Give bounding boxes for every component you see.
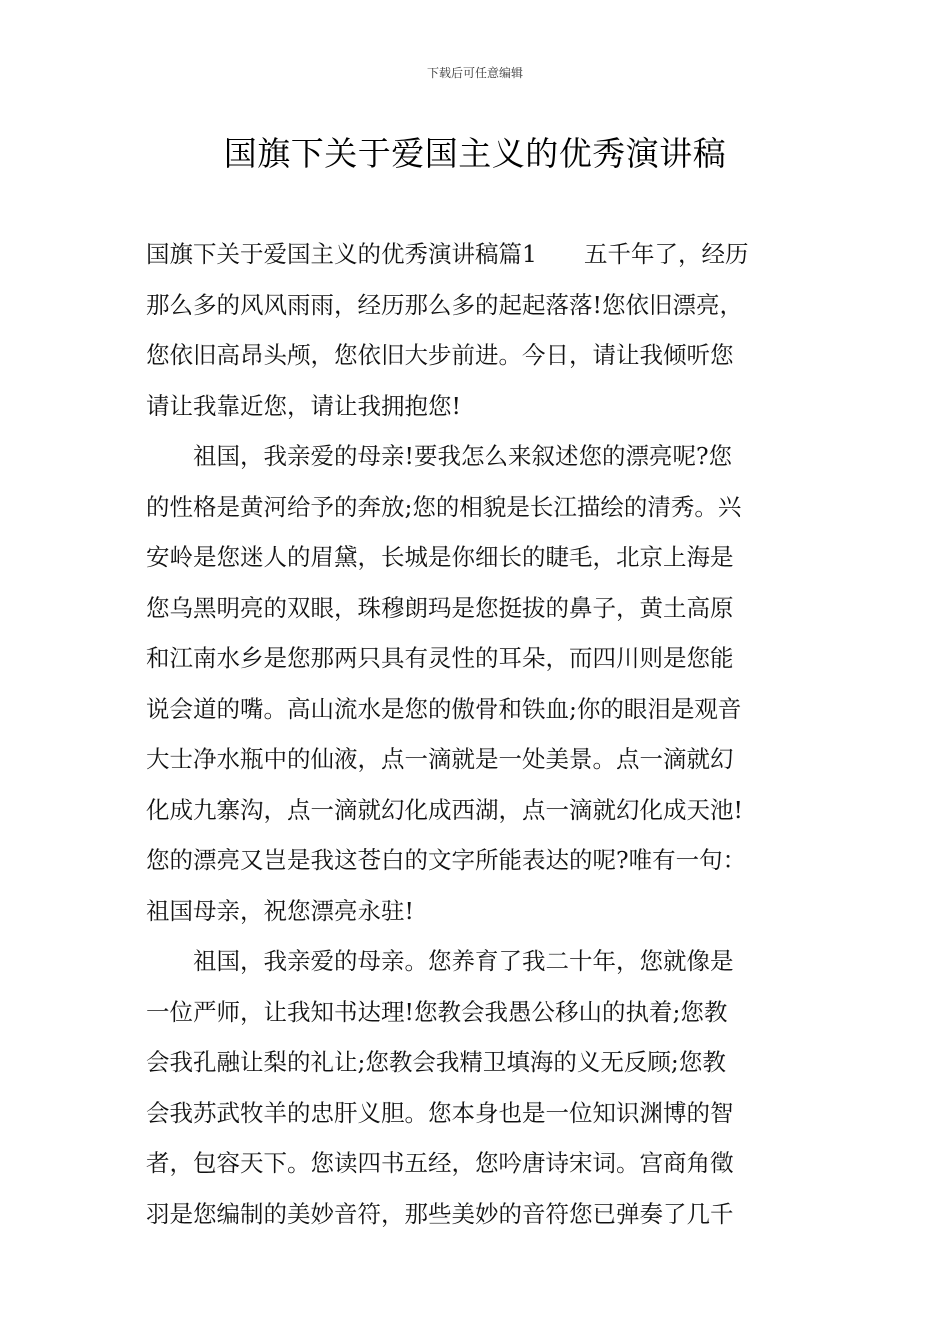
body-text	[146, 229, 808, 1239]
text-line: 祖国母亲，祝您漂亮永驻!	[146, 896, 414, 925]
text-line: 您依旧高昂头颅，您依旧大步前进。今日，请让我倾听您	[146, 341, 734, 369]
text-line: 会我苏武牧羊的忠肝义胆。您本身也是一位知识渊博的智	[146, 1098, 734, 1127]
text-line: 大士净水瓶中的仙液，点一滴就是一处美景。点一滴就幻	[146, 745, 734, 773]
text-line: 您的漂亮又岂是我这苍白的文字所能表达的呢?唯有一句：	[146, 846, 747, 874]
text-line: 羽是您编制的美妙音符，那些美妙的音符您已弹奏了几千	[146, 1199, 734, 1228]
text-line: 化成九寨沟，点一滴就幻化成西湖，点一滴就幻化成天池!	[146, 795, 743, 824]
text-line: 的性格是黄河给予的奔放;您的相貌是长江描绘的清秀。兴	[146, 492, 742, 521]
text-line: 和江南水乡是您那两只具有灵性的耳朵，而四川则是您能	[146, 644, 734, 672]
header-note: 下载后可任意编辑	[426, 66, 523, 80]
text-line: 者，包容天下。您读四书五经，您吟唐诗宋词。宫商角徵	[146, 1149, 734, 1177]
text-line: 安岭是您迷人的眉黛，长城是你细长的睫毛，北京上海是	[146, 543, 734, 571]
text-line: 请让我靠近您，请让我拥抱您!	[146, 391, 461, 420]
text-line: 那么多的风风雨雨，经历那么多的起起落落!您依旧漂亮，	[146, 290, 743, 319]
text-line: 一位严师，让我知书达理!您教会我愚公移山的执着;您教	[146, 997, 728, 1026]
text-line: 说会道的嘴。高山流水是您的傲骨和铁血;你的眼泪是观音	[146, 694, 742, 723]
text-line: 会我孔融让梨的礼让;您教会我精卫填海的义无反顾;您教	[146, 1048, 726, 1076]
text-line: 国旗下关于爱国主义的优秀演讲稿篇1 五千年了，经历	[146, 240, 749, 268]
document-title: 国旗下关于爱国主义的优秀演讲稿	[223, 134, 727, 173]
text-line: 祖国，我亲爱的母亲。您养育了我二十年，您就像是	[146, 947, 734, 975]
text-line: 您乌黑明亮的双眼，珠穆朗玛是您挺拔的鼻子，黄土高原	[146, 593, 734, 622]
text-line: 祖国，我亲爱的母亲!要我怎么来叙述您的漂亮呢?您	[146, 442, 733, 470]
